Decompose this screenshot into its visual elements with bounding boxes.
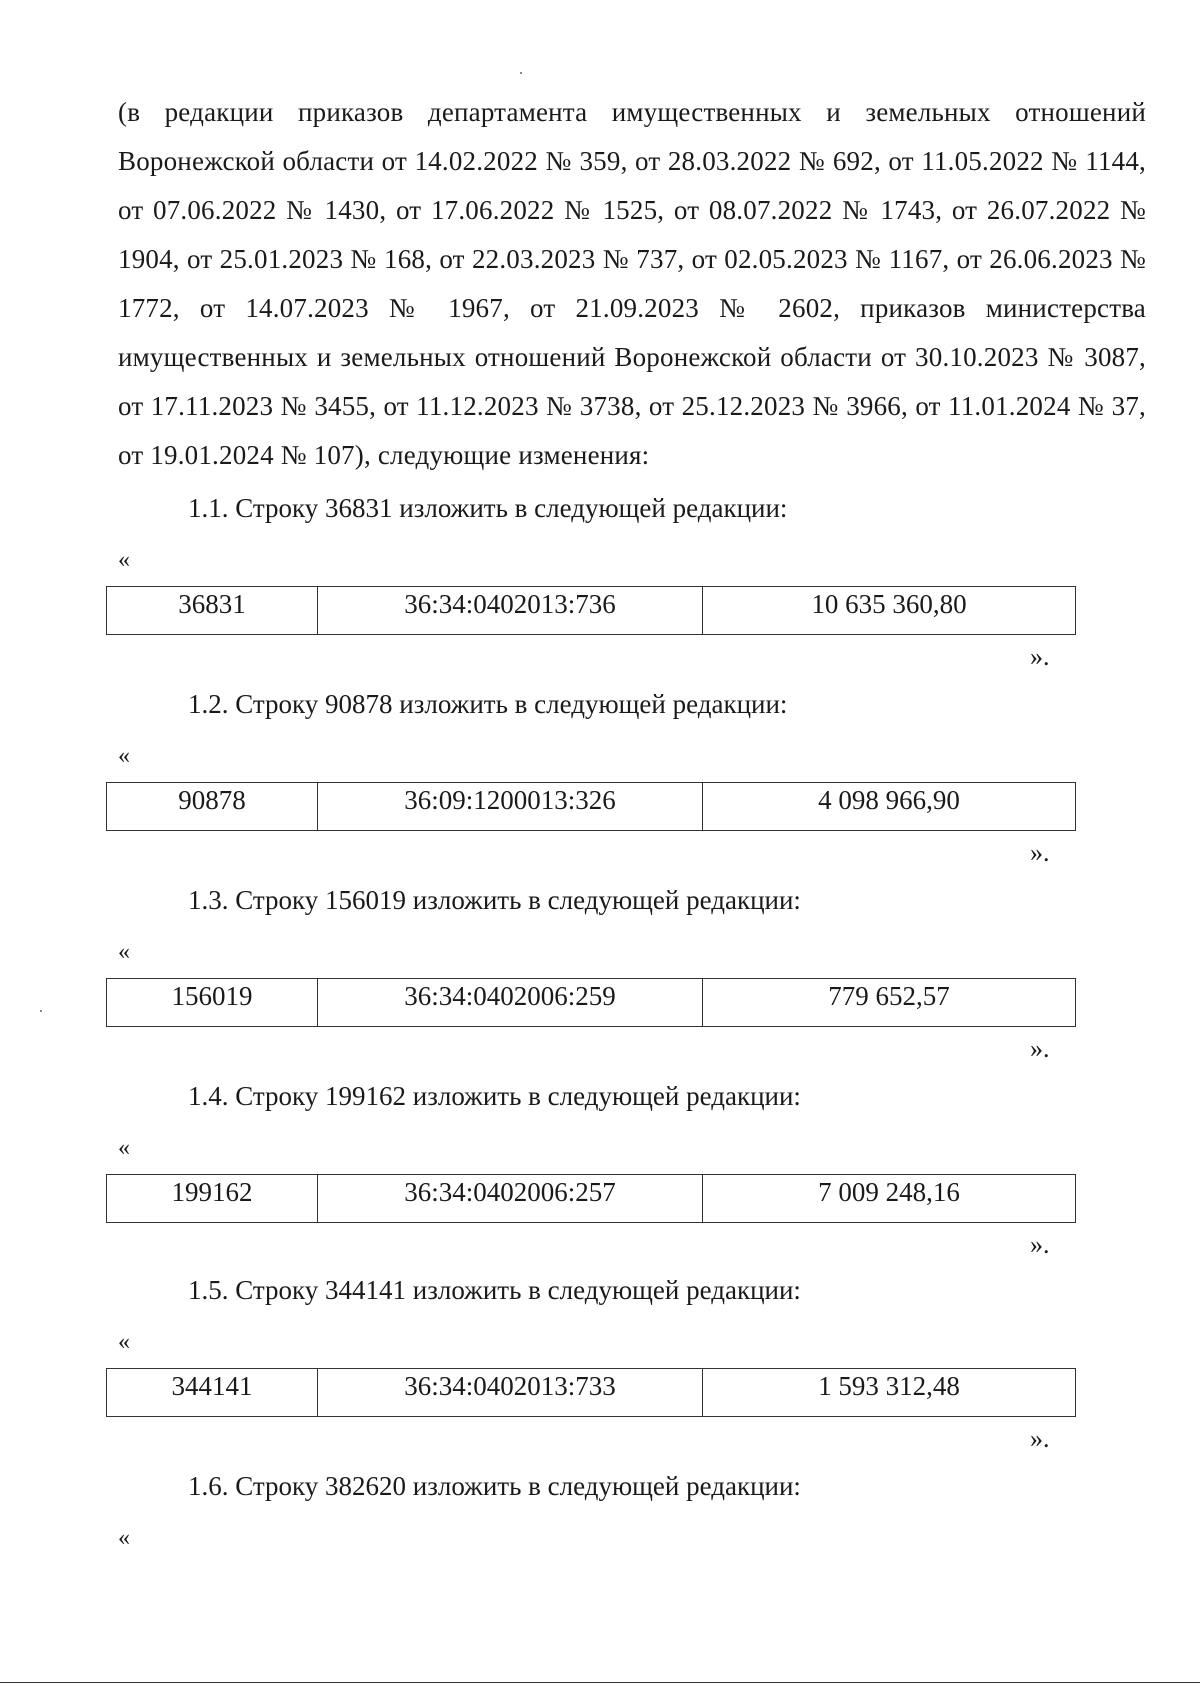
replacement-row-table [106, 1368, 1076, 1417]
value-cell: 10 635 360,80 [703, 587, 1076, 635]
row-number-cell: 36831 [107, 587, 318, 635]
table-row [107, 587, 1076, 635]
row-number-cell: 156019 [107, 979, 318, 1027]
cadastral-number-cell: 36:34:0402013:736 [318, 587, 703, 635]
value-cell: 7 009 248,16 [703, 1175, 1076, 1223]
section-heading-1-6: 1.6. Строку 382620 изложить в следующей редакции: [188, 1471, 801, 1501]
closing-quote: ». [1030, 642, 1050, 671]
table-row [107, 979, 1076, 1027]
intro-paragraph: (в редакции приказов департамента имущественных и земельных отношений Воронежской области от 14.02.2022 № 359, от 28.03.2022 № 692, от 11.05.2022 № 1144, от 07.06.2022 № 1430, от 17.06.2022 № 1525, от 08.07.2022 № 1743, от 26.07.2022 № 1904, от 25.01.2023 № 168, от 22.03.2023 № 737, от 02.05.2023 № 1167, от 26.06.2023 № 1772, от 14.07.2023 № 1967, от 21.09.2023 № 2602, приказов министерства имущественных и земельных отношений Воронежской области от 30.10.2023 № 3087, от 17.11.2023 № 3455, от 11.12.2023 № 3738, от 25.12.2023 № 3966, от 11.01.2024 № 37, от 19.01.2024 № 107), следующие изменения: [118, 97, 1146, 470]
cadastral-number-cell: 36:34:0402006:257 [318, 1175, 703, 1223]
cadastral-number-cell: 36:09:1200013:326 [318, 783, 703, 831]
closing-quote: ». [1030, 838, 1050, 867]
closing-quote: ». [1030, 1424, 1050, 1453]
replacement-row-table [106, 978, 1076, 1027]
opening-quote: « [118, 547, 130, 573]
opening-quote: « [118, 1135, 130, 1161]
cadastral-number-cell: 36:34:0402013:733 [318, 1369, 703, 1417]
table-row [107, 783, 1076, 831]
value-cell: 4 098 966,90 [703, 783, 1076, 831]
opening-quote: « [118, 1329, 130, 1355]
scan-speck [520, 72, 522, 74]
opening-quote: « [118, 1525, 130, 1551]
scan-speck [40, 1010, 42, 1012]
opening-quote: « [118, 939, 130, 965]
section-heading-1-2: 1.2. Строку 90878 изложить в следующей редакции: [188, 689, 788, 719]
replacement-row-table [106, 586, 1076, 635]
section-heading-1-4: 1.4. Строку 199162 изложить в следующей редакции: [188, 1081, 801, 1111]
value-cell: 779 652,57 [703, 979, 1076, 1027]
row-number-cell: 90878 [107, 783, 318, 831]
cadastral-number-cell: 36:34:0402006:259 [318, 979, 703, 1027]
section-heading-1-5: 1.5. Строку 344141 изложить в следующей редакции: [188, 1275, 801, 1305]
row-number-cell: 344141 [107, 1369, 318, 1417]
value-cell: 1 593 312,48 [703, 1369, 1076, 1417]
table-row [107, 1175, 1076, 1223]
section-heading-1-1: 1.1. Строку 36831 изложить в следующей редакции: [188, 493, 788, 523]
row-number-cell: 199162 [107, 1175, 318, 1223]
closing-quote: ». [1030, 1034, 1050, 1063]
table-row [107, 1369, 1076, 1417]
closing-quote: ». [1030, 1230, 1050, 1259]
replacement-row-table [106, 1174, 1076, 1223]
section-heading-1-3: 1.3. Строку 156019 изложить в следующей редакции: [188, 885, 801, 915]
page-bottom-rule [0, 1682, 1200, 1683]
opening-quote: « [118, 743, 130, 769]
replacement-row-table [106, 782, 1076, 831]
